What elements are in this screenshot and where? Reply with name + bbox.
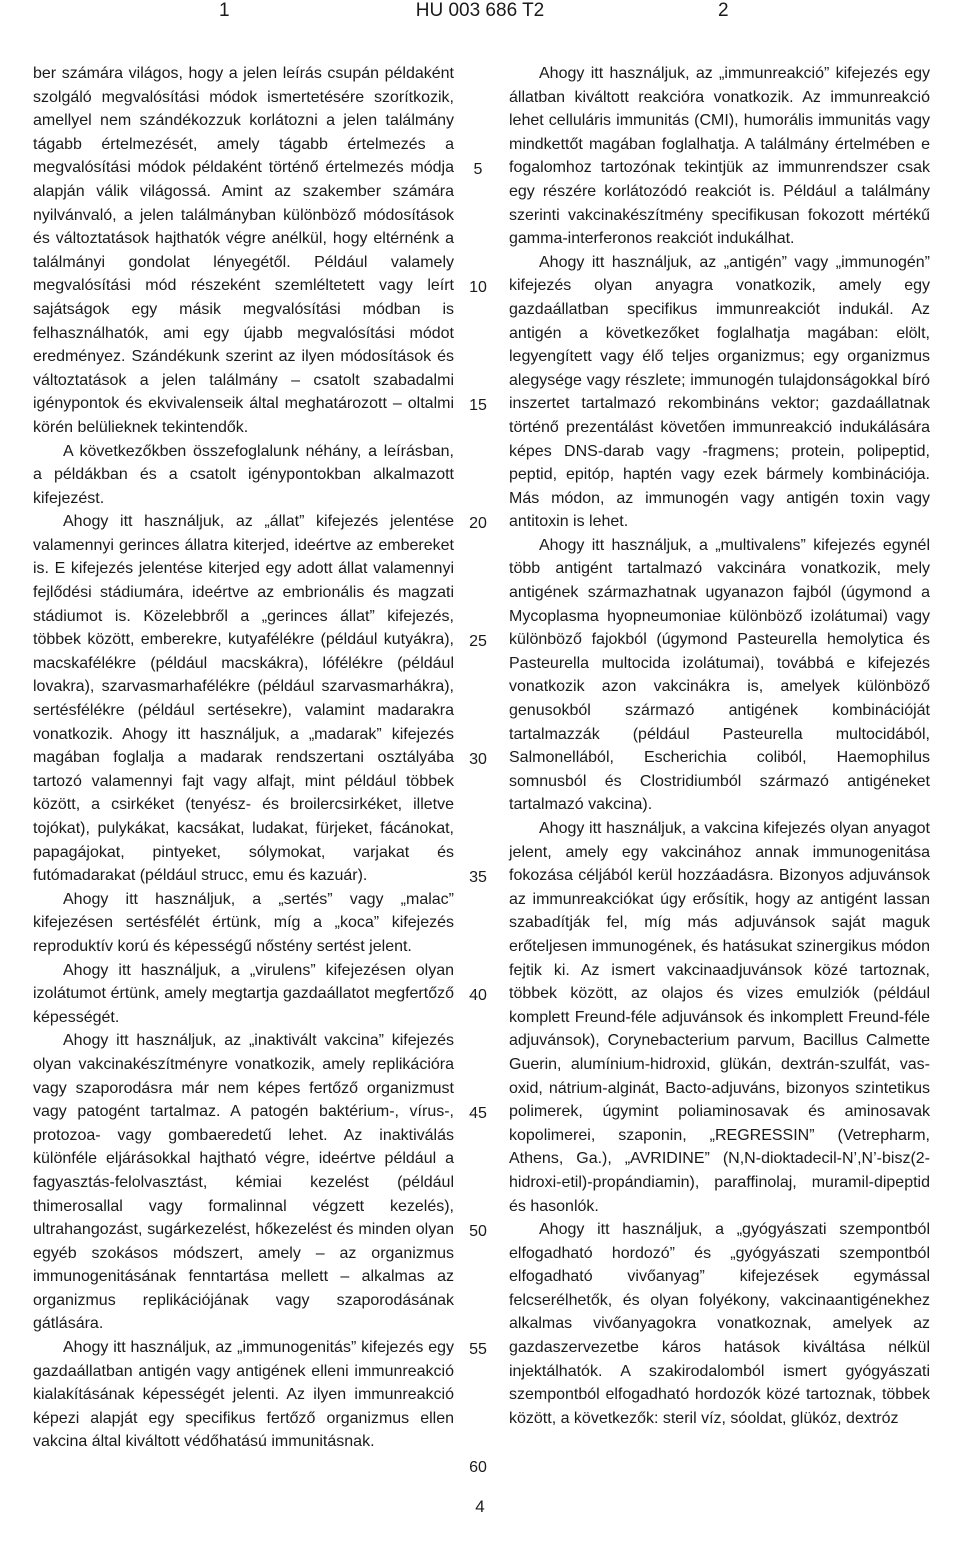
paragraph: Ahogy itt használjuk, az „antigén” vagy „immunogén” kifejezés olyan anyagra vonatkozik, amely egy gazdaállatban specifikus immunreakciót indukál. Az antigén a következőket foglalhatja magában: elölt, legyengített vagy élő teljes organizmus; egy organizmus alegysége vagy részlete; immunogén tulajdonságokkal bíró inszertet tartalmazó rekombináns vektor; gazdaállatnak történő prezentálást követően immunreakció indukálására képes DNS-darab vagy -fragmens; protein, polipeptid, peptid, epitóp, haptén vagy ezek bármely kombinációja. Más módon, az immunogén vagy antigén toxin vagy antitoxin is lehet.	[509, 253, 930, 531]
paragraph: Ahogy itt használjuk, a „multivalens” kifejezés egynél több antigént tartalmazó vakcinára vonatkozik, mely antigének származhatnak ugyanazon fajból (úgymond a Mycoplasma hyopneumoniae különböző izolátumai) vagy különböző fajokból (úgymond Pasteurella hemolytica és Pasteurella multocida izolátumai), továbbá e kifejezés vonatkozik azon vakcinákra is, amelyek különböző genusokból származó antigének kombinációját tartalmazzák (például Pasteurella multocidából, Salmonellából, Escherichia coliból, Haemophilus somnusból és Clostridiumból származó antigéneket tartalmazó vakcina).	[509, 536, 930, 814]
header-page-left: 1	[219, 0, 230, 21]
line-number: 35	[469, 869, 487, 886]
paragraph: A következőkben összefoglalunk néhány, a leírásban, a példákban és a csatolt igénypontokban alkalmazott kifejezést.	[33, 442, 454, 507]
line-number: 25	[469, 633, 487, 650]
line-number: 20	[469, 515, 487, 532]
paragraph: Ahogy itt használjuk, az „immunogenitás” kifejezés egy gazdaállatban antigén vagy antigének elleni immunreakció kialakításának képességét jelenti. Az ilyen immunreakció képezi alapját egy specifikus fertőző organizmus ellen vakcina által kiváltott védőhatású immunitásnak.	[33, 1339, 454, 1451]
line-number: 60	[469, 1459, 487, 1476]
line-number: 50	[469, 1223, 487, 1240]
line-number: 10	[469, 279, 487, 296]
line-number: 5	[473, 161, 483, 178]
paragraph: Ahogy itt használjuk, az „immunreakció” kifejezés egy állatban kiváltott reakcióra vonatkozik. Az immunreakció lehet celluláris immunitás (CMI), humorális immunitás vagy mindkettőt magában foglalhatja. A találmány értelmében e fogalomhoz tartozónak tekintjük az immunrendszer csak egy részére korlátozódó reakciót is. Például a találmány szerinti vakcinakészítmény specifikusan fokozott mértékű gamma-interferonos reakciót indukálhat.	[509, 65, 930, 248]
left-column	[33, 62, 454, 1454]
line-number: 15	[469, 397, 487, 414]
line-number: 40	[469, 987, 487, 1004]
line-number: 30	[469, 751, 487, 768]
paragraph: Ahogy itt használjuk, az „inaktivált vakcina” kifejezés olyan vakcinakészítményre vonatkozik, amely replikációra vagy szaporodásra már nem képes fertőző organizmust vagy patogént tartalmaz. A patogén baktérium-, vírus-, protozoa- vagy gombaeredetű lehet. Az inaktiválás különféle eljárásokkal hajtható végre, ideértve például a fagyasztás-felolvasztást, kémiai kezelést (például thimerosallal vagy formalinnal végzett kezelés), ultrahangozást, sugárkezelést, hőkezelést és minden olyan egyéb szokásos módszert, amely – az organizmus immunogenitásának fenntartása mellett – alkalmas az organizmus replikációjának vagy szaporodásának gátlására.	[33, 1032, 454, 1333]
header-page-right: 2	[718, 0, 729, 21]
paragraph: Ahogy itt használjuk, az „állat” kifejezés jelentése valamennyi gerinces állatra kiterjed, ideértve az embereket is. E kifejezés jelentése kiterjed egy adott állat valamennyi fejlődési stádiumára, ideértve az embrionális és magzati stádiumot is. Közelebbről a „gerinces állat” kifejezés, többek között, emberekre, kutyafélékre (például kutyákra), macskafélékre (például macskákra), lófélékre (például lovakra), szarvasmarhafélékre (például szarvasmarhákra), sertésfélékre (például sertésekre), valamint madarakra vonatkozik. Ahogy itt használjuk, a „madarak” kifejezés magában foglalja a madarak rendszertani osztályába tartozó valamennyi fajt vagy alfajt, mint például többek között, a csirkéket (tenyész- és broilercsirkéket, illetve tojókat), pulykákat, kacsákat, ludakat, fürjeket, fácánokat, papagájokat, pintyeket, sólymokat, varjakat és futómadarakat (például strucc, emu és kazuár).	[33, 513, 454, 885]
footer-page-number: 4	[475, 1497, 485, 1516]
header-document-id: HU 003 686 T2	[415, 0, 545, 21]
paragraph: Ahogy itt használjuk, a „gyógyászati szempontból elfogadható hordozó” és „gyógyászati szempontból elfogadható vivőanyag” kifejezések egymással felcserélhetők, és olyan folyékony, vakcinaantigénekhez alkalmas vivőanyagokra vonatkoznak, amelyek az gazdaszervezetbe káros hatások kiváltása nélkül injektálhatók. A szakirodalomból ismert gyógyászati szempontból elfogadható hordozók közé tartoznak, többek között, a következők: steril víz, sóoldat, glükóz, dextróz	[509, 1221, 930, 1427]
line-number: 55	[469, 1341, 487, 1358]
right-column	[509, 62, 930, 1430]
line-number: 45	[469, 1105, 487, 1122]
paragraph: Ahogy itt használjuk, a „virulens” kifejezésen olyan izolátumot értünk, amely megtartja gazdaállatot megfertőző képességét.	[33, 961, 454, 1026]
paragraph: Ahogy itt használjuk, a „sertés” vagy „malac” kifejezésen sertésfélét értünk, míg a „koca” kifejezés reproduktív korú és képességű nőstény sertést jelent.	[33, 890, 454, 955]
paragraph: Ahogy itt használjuk, a vakcina kifejezés olyan anyagot jelent, amely egy vakcinához annak immunogenitása fokozása céljából kerül hozzáadásra. Bizonyos adjuvánsok az immunreakciókat úgy erősítik, hogy az antigént lassan szabadítják fel, míg más adjuvánsok saját maguk erőteljesen immunogének, és hatásukat szinergikus módon fejtik ki. Az ismert vakcinaadjuvánsok közé tartoznak, többek között, az olajos és vizes emulziók (például komplett Freund-féle adjuvánsok és inkomplett Freund-féle adjuvánsok), Corynebacterium parvum, Bacillus Calmette Guerin, alumínium-hidroxid, glükán, dextrán-szulfát, vas-oxid, nátrium-alginát, Bacto-adjuváns, bizonyos szintetikus polimerek, úgymint poliaminosavak és aminosavak kopolimerei, szaponin, „REGRESSIN” (Vetrepharm, Athens, Ga.), „AVRIDINE” (N,N-dioktadecil-N’,N’-bisz(2-hidroxi-etil)-propándiamin), paraffinolaj, muramil-dipeptid és hasonlók.	[509, 820, 930, 1215]
paragraph: ber számára világos, hogy a jelen leírás csupán példaként szolgáló megvalósítási módok ismertetésére szorítkozik, amellyel nem szándékozzuk korlátozni a jelen találmány tágabb értelmezését, amely tágabb értelmezés a megvalósítási módok példaként történő értelmezés módja alapján válik világossá. Amint az szakember számára nyilvánvaló, a jelen találmányban különböző módosítások és változtatások hajthatók végre anélkül, hogy eltérnénk a találmányi gondolat lényegétől. Például valamely megvalósítási mód részeként szemléltetett vagy leírt sajátságok egy másik megvalósítási módban is felhasználhatók, ami egy újabb megvalósítási módot eredményez. Szándékunk szerint az ilyen módosítások és változtatások a jelen találmány – csatolt szabadalmi igénypontok és ekvivalenseik által meghatározott – oltalmi körén belülieknek tekintendők.	[33, 65, 454, 436]
